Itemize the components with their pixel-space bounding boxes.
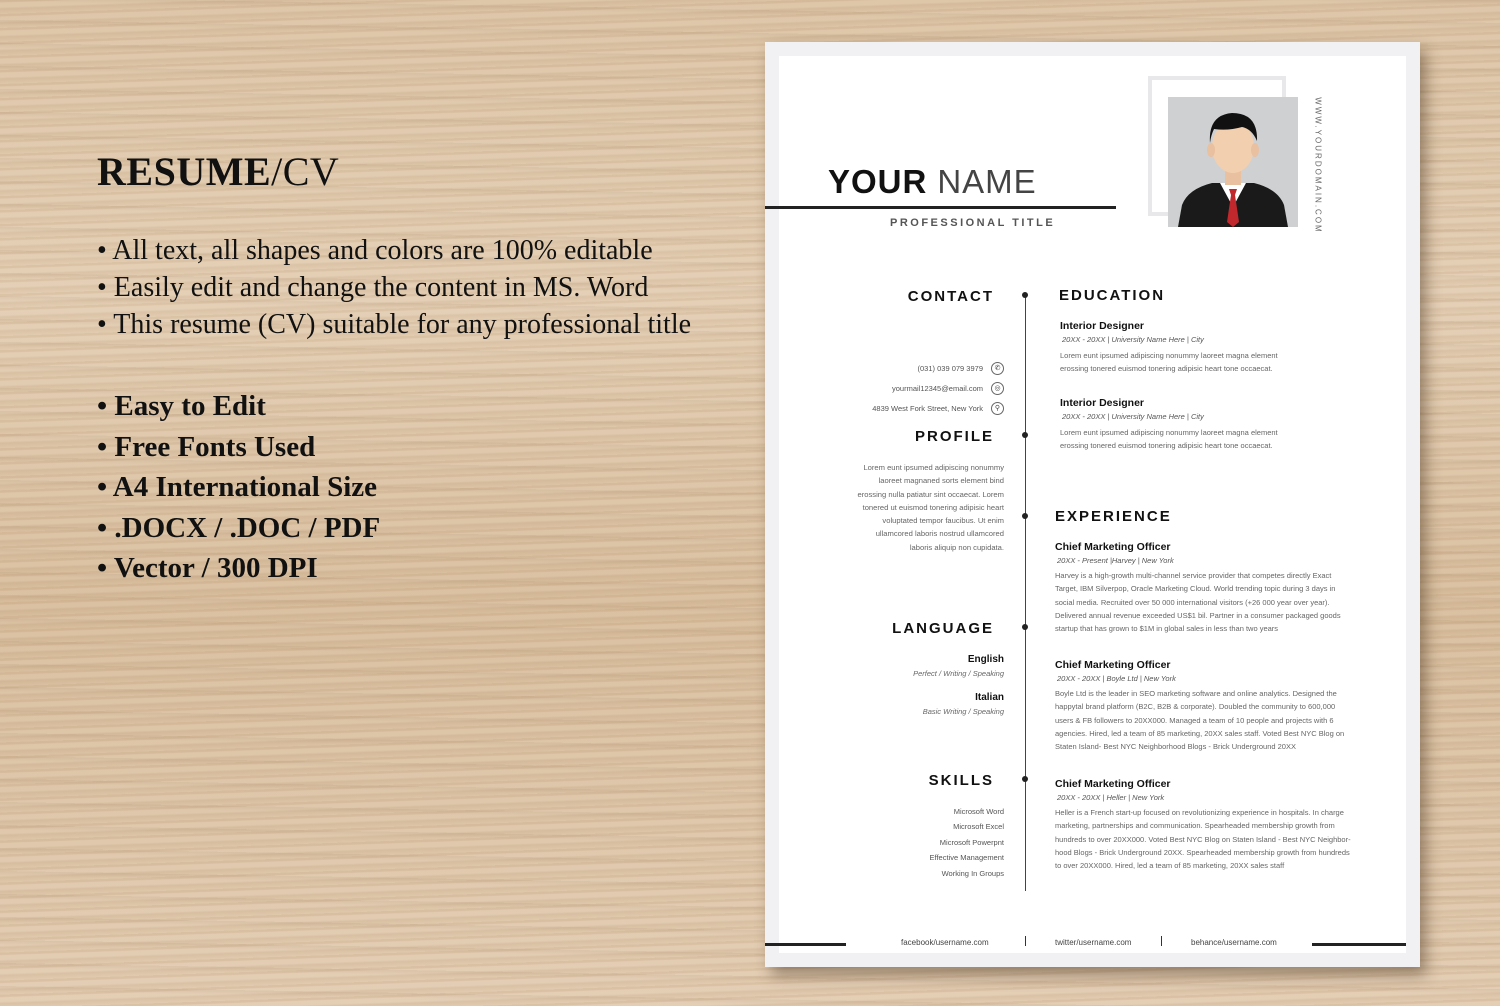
behance-link[interactable]: behance/username.com: [1191, 938, 1277, 947]
education-title: Interior Designer: [1060, 320, 1145, 332]
education-desc: Lorem eunt ipsumed adipiscing nonummy laoreet magna element: [1060, 428, 1278, 437]
professional-title: PROFESSIONAL TITLE: [890, 217, 1056, 229]
last-name: NAME: [937, 163, 1037, 200]
highlight-item: • Free Fonts Used: [97, 430, 316, 463]
timeline-dot: [1022, 624, 1028, 630]
skills-heading: SKILLS: [928, 772, 994, 789]
footer-separator: [1025, 936, 1026, 946]
language-heading: LANGUAGE: [892, 620, 994, 637]
resume-name: [828, 163, 1037, 201]
domain-url[interactable]: [1310, 99, 1326, 239]
timeline-dot: [1022, 432, 1028, 438]
promo-title-thin: /CV: [271, 149, 340, 194]
job-description: [1055, 687, 1344, 753]
education-desc: Lorem eunt ipsumed adipiscing nonummy laoreet magna element: [1060, 351, 1278, 360]
timeline-line: [1025, 296, 1026, 891]
profile-photo: [1168, 97, 1298, 227]
contact-heading: CONTACT: [907, 288, 994, 305]
footer-rule-left: [765, 943, 846, 946]
education-entry: [1060, 320, 1278, 376]
footer-rule-right: [1312, 943, 1406, 946]
name-divider: [765, 206, 1116, 209]
job-desc-line: happytal brand platform (B2C, B2B & corporate). Doubled the community to 600,000: [1055, 702, 1336, 712]
job-description: [1055, 569, 1341, 635]
job-description: [1055, 806, 1351, 872]
job-desc-line: agencies. Hired, led a team of 85 marketing, 20XX sales staff. Voted Best NYC Blog on: [1055, 728, 1345, 738]
timeline-dot: [1022, 292, 1028, 298]
profile-heading: PROFILE: [914, 428, 994, 445]
twitter-link[interactable]: twitter/username.com: [1055, 938, 1132, 947]
education-heading: EDUCATION: [1059, 287, 1166, 304]
promo-title-bold: RESUME: [97, 149, 272, 194]
promo-panel: [97, 150, 691, 589]
highlight-item: • A4 International Size: [97, 471, 378, 503]
job-desc-line: Heller is a French start-up focused on revolutionizing experience in hospitals. In charge: [1055, 808, 1344, 817]
job-title: Chief Marketing Officer: [1055, 659, 1171, 671]
education-entry: [1060, 397, 1278, 453]
language-name: Italian: [975, 692, 1004, 703]
phone-icon: ✆: [991, 362, 1004, 375]
job-desc-line: hood Blogs - Brick Underground 20XX. Spearheaded membership growth from hundreds: [1055, 847, 1350, 857]
education-title: Interior Designer: [1060, 397, 1145, 409]
experience-entry: [1055, 541, 1341, 635]
skill-item: Effective Management: [929, 853, 1004, 862]
experience-heading: EXPERIENCE: [1055, 508, 1172, 525]
job-desc-line: startup that has grown to $1M in global sales in less than two years: [1055, 624, 1279, 634]
footer-separator: [1161, 936, 1162, 946]
language-level: Perfect / Writing / Speaking: [913, 669, 1004, 678]
facebook-link[interactable]: facebook/username.com: [901, 938, 989, 947]
highlight-item: • .DOCX / .DOC / PDF: [97, 511, 381, 544]
highlight-list: [97, 386, 691, 589]
globe-icon: ◎: [991, 382, 1004, 395]
contact-email[interactable]: [892, 382, 1004, 395]
resume-sheet: [779, 56, 1406, 953]
job-desc-line: Harvey is a high-growth multi-channel service provider that competes directly Exact: [1055, 571, 1332, 580]
education-meta: 20XX - 20XX | University Name Here | City: [1062, 412, 1204, 421]
job-desc-line: users & FB followers to 20XX000. Managed a team of 10 people and projects with 6: [1055, 715, 1334, 725]
job-desc-line: marketing, partnerships and communication. Spearheaded membership growth from: [1055, 821, 1335, 831]
job-desc-line: hundreds to over 20XX000. Voted Best NYC Blog on Staten Island - Best NYC Neighbor-: [1055, 834, 1351, 844]
feature-item: • Easily edit and change the content in MS. Word: [97, 272, 649, 303]
highlight-item: • Easy to Edit: [97, 390, 266, 422]
resume-paper: [765, 42, 1420, 967]
job-desc-line: Delivered annual revenue exceeded US$1 bil. Partner in a consumer packaged goods: [1055, 610, 1341, 620]
job-meta: 20XX - 20XX | Boyle Ltd | New York: [1057, 674, 1176, 683]
education-desc: erossing tonered euismod tonering adipisic heart tone occaecat.: [1060, 441, 1273, 451]
job-desc-line: social media. Recruited over 50 000 international visitors (+26 000 year over year).: [1055, 597, 1330, 607]
timeline-dot: [1022, 513, 1028, 519]
education-desc: erossing tonered euismod tonering adipisic heart tone occaecat.: [1060, 364, 1273, 374]
job-title: Chief Marketing Officer: [1055, 778, 1171, 790]
feature-item: • All text, all shapes and colors are 100% editable: [97, 235, 653, 266]
feature-item: • This resume (CV) suitable for any professional title: [97, 309, 692, 340]
domain-text: WWW.YOURDOMAIN.COM: [1313, 97, 1323, 234]
experience-entry: [1055, 659, 1344, 753]
language-name: English: [967, 654, 1004, 665]
job-desc-line: to over 20XX000. Hired, led a team of 85 marketing, 20XX sales staff: [1055, 861, 1285, 871]
job-desc-line: Target, IBM Silverpop, Oracle Marketing Cloud. World trending topic during 3 days in: [1055, 584, 1336, 594]
education-meta: 20XX - 20XX | University Name Here | City: [1062, 335, 1204, 344]
address-text: 4839 West Fork Street, New York: [872, 404, 983, 413]
job-meta: 20XX - Present |Harvey | New York: [1057, 556, 1174, 565]
promo-title: [97, 150, 691, 194]
feature-list: [97, 232, 691, 343]
language-level: Basic Writing / Speaking: [922, 707, 1004, 716]
job-desc-line: Staten Island- Best NYC Neighborhood Blogs - Brick Underground 20XX: [1055, 742, 1296, 752]
avatar-icon: [1168, 97, 1298, 227]
phone-text: (031) 039 079 3979: [917, 364, 983, 373]
contact-phone[interactable]: [918, 362, 1004, 375]
highlight-item: • Vector / 300 DPI: [97, 552, 318, 584]
job-desc-line: Boyle Ltd is the leader in SEO marketing software and online analytics. Designed the: [1055, 689, 1337, 698]
job-meta: 20XX - 20XX | Heller | New York: [1057, 793, 1165, 802]
skill-item: Microsoft Powerpnt: [939, 838, 1004, 847]
first-name: YOUR: [828, 163, 928, 200]
location-pin-icon: ⚲: [991, 402, 1004, 415]
profile-text: Lorem eunt ipsumed adipiscing nonummy laoreet magnaned sorts element bind erossing nulla patiatur sint occaecat. Lorem tonered ut euismod tonering adipisic heart voluptated tempor faucibus. Ut enim ullamcored laboris nostrud ullamcored laboris aliquip non cupidata.: [857, 463, 1004, 552]
timeline-dot: [1022, 776, 1028, 782]
skill-item: Microsoft Excel: [953, 822, 1004, 831]
skill-item: Working In Groups: [941, 869, 1004, 878]
experience-entry: [1055, 778, 1351, 872]
email-text: yourmail12345@email.com: [892, 384, 983, 393]
contact-address: [872, 402, 1004, 415]
job-title: Chief Marketing Officer: [1055, 541, 1171, 553]
skill-item: Microsoft Word: [953, 807, 1004, 816]
